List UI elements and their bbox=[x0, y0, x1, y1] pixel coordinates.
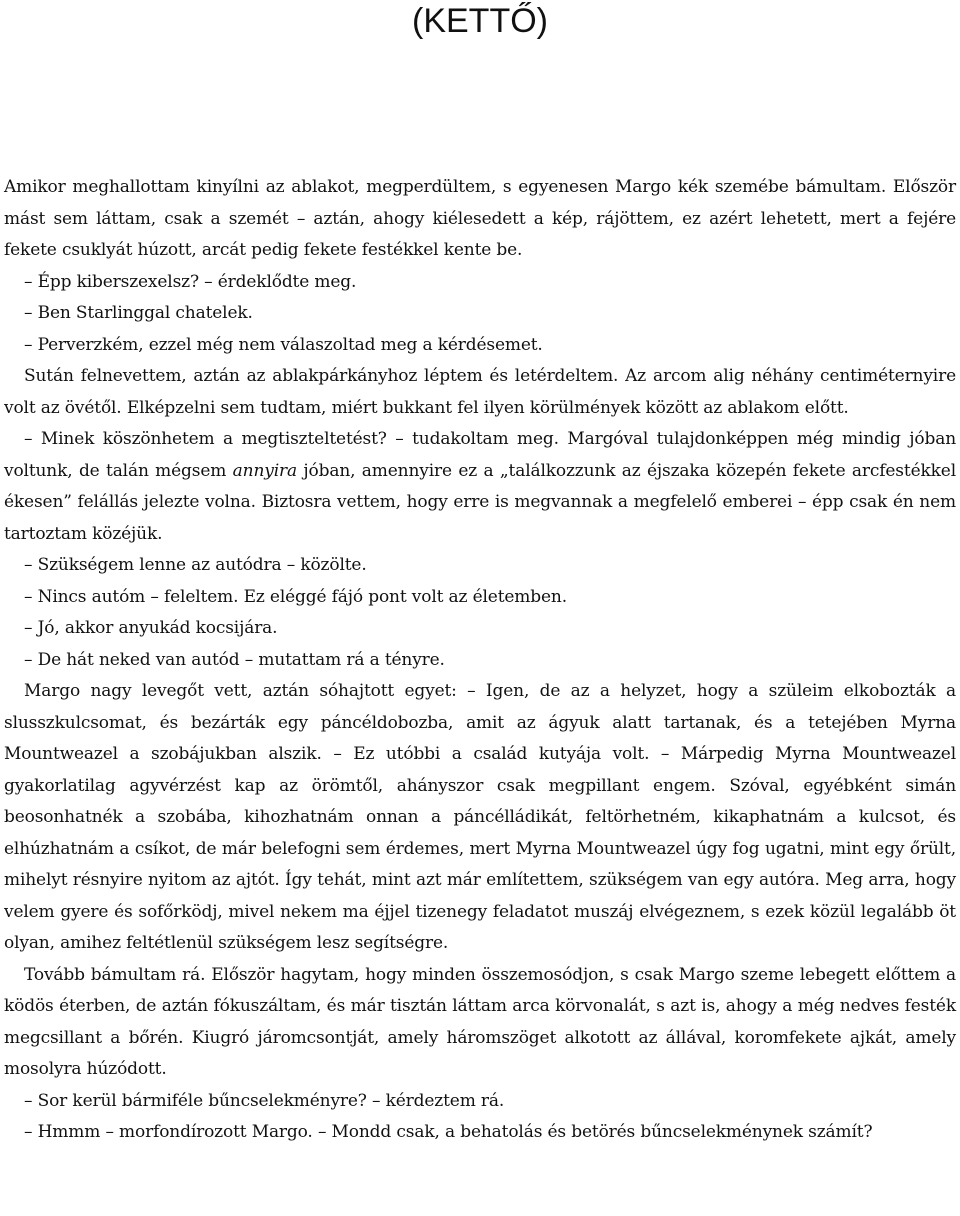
chapter-body bbox=[4, 172, 956, 1149]
paragraph: Amikor meghallottam kinyílni az ablakot, megperdültem, s egyenesen Margo kék szemébe bámultam. Először mást sem láttam, csak a szemét – aztán, ahogy kiélesedett a kép, rájöttem, ez azért lehetett, mert a fejére fekete csuklyát húzott, arcát pedig fekete festékkel kente be. bbox=[4, 177, 956, 260]
paragraph bbox=[4, 424, 956, 550]
paragraph: – Épp kiberszexelsz? – érdeklődte meg. bbox=[24, 271, 357, 292]
paragraph: – Hmmm – morfondírozott Margo. – Mondd csak, a behatolás és betörés bűncselekménynek számít? bbox=[24, 1122, 873, 1142]
paragraph-segment: jóban, amennyire ez a „találkozzunk az éjszaka közepén fekete arcfestékkel ékesen” felállás jelezte volna. Biztosra vettem, hogy erre is megvannak a megfelelő emberei – épp csak én nem tartoztam közéjük. bbox=[4, 460, 956, 544]
paragraph: – Szükségem lenne az autódra – közölte. bbox=[24, 555, 367, 575]
paragraph: – Ben Starlinggal chatelek. bbox=[24, 303, 253, 323]
paragraph-segment: – Minek köszönhetem a megtiszteltetést? – tudakoltam meg. Margóval tulajdonképpen még mindig jóban voltunk, de talán mégsem bbox=[4, 429, 956, 481]
paragraph: Margo nagy levegőt vett, aztán sóhajtott egyet: – Igen, de az a helyzet, hogy a szüleim elkobozták a slusszkulcsomat, és bezárták egy páncéldobozba, amit az ágyuk alatt tartanak, és a tetejében Myrna Mountweazel a szobájukban alszik. – Ez utóbbi a család kutyája volt. – Márpedig Myrna Mountweazel gyakorlatilag agyvérzést kap az örömtől, ahányszor csak megpillant engem. Szóval, egyébként simán beosonhatnék a szobába, kihozhatnám onnan a páncélládikát, feltörhetném, kikaphatnám a kulcsot, és elhúzhatnám a csíkot, de már belefogni sem érdemes, mert Myrna Mountweazel úgy fog ugatni, mint egy őrült, mihelyt résnyire nyitom az ajtót. Így tehát, mint azt már említettem, szükségem van egy autóra. Meg arra, hogy velem gyere és sofőrködj, mivel nekem ma éjjel tizenegy feladatot muszáj elvégeznem, s ezek közül legalább öt olyan, amihez feltétlenül szükségem lesz segítségre. bbox=[4, 681, 956, 953]
chapter-title: (KETTŐ) bbox=[412, 2, 548, 40]
paragraph: – Sor kerül bármiféle bűncselekményre? – kérdeztem rá. bbox=[24, 1090, 505, 1111]
paragraph: – Jó, akkor anyukád kocsijára. bbox=[24, 618, 278, 638]
paragraph: – Perverzkém, ezzel még nem válaszoltad meg a kérdésemet. bbox=[24, 334, 543, 355]
paragraph: – Nincs autóm – feleltem. Ez eléggé fájó pont volt az életemben. bbox=[24, 586, 567, 607]
paragraph: Sután felnevettem, aztán az ablakpárkányhoz léptem és letérdeltem. Az arcom alig néhány centiméternyire volt az övétől. Elképzelni sem tudtam, miért bukkant fel ilyen körülmények között az ablakom előtt. bbox=[4, 366, 956, 418]
paragraph: – De hát neked van autód – mutattam rá a tényre. bbox=[24, 649, 445, 670]
emphasized-word: annyira bbox=[232, 460, 297, 481]
paragraph: Tovább bámultam rá. Először hagytam, hogy minden összemosódjon, s csak Margo szeme lebegett előttem a ködös éterben, de aztán fókuszáltam, és már tisztán láttam arca körvonalát, s azt is, ahogy a még nedves festék megcsillant a bőrén. Kiugró járomcsontját, amely háromszöget alkotott az állával, koromfekete ajkát, amely mosolyra húzódott. bbox=[4, 964, 956, 1079]
